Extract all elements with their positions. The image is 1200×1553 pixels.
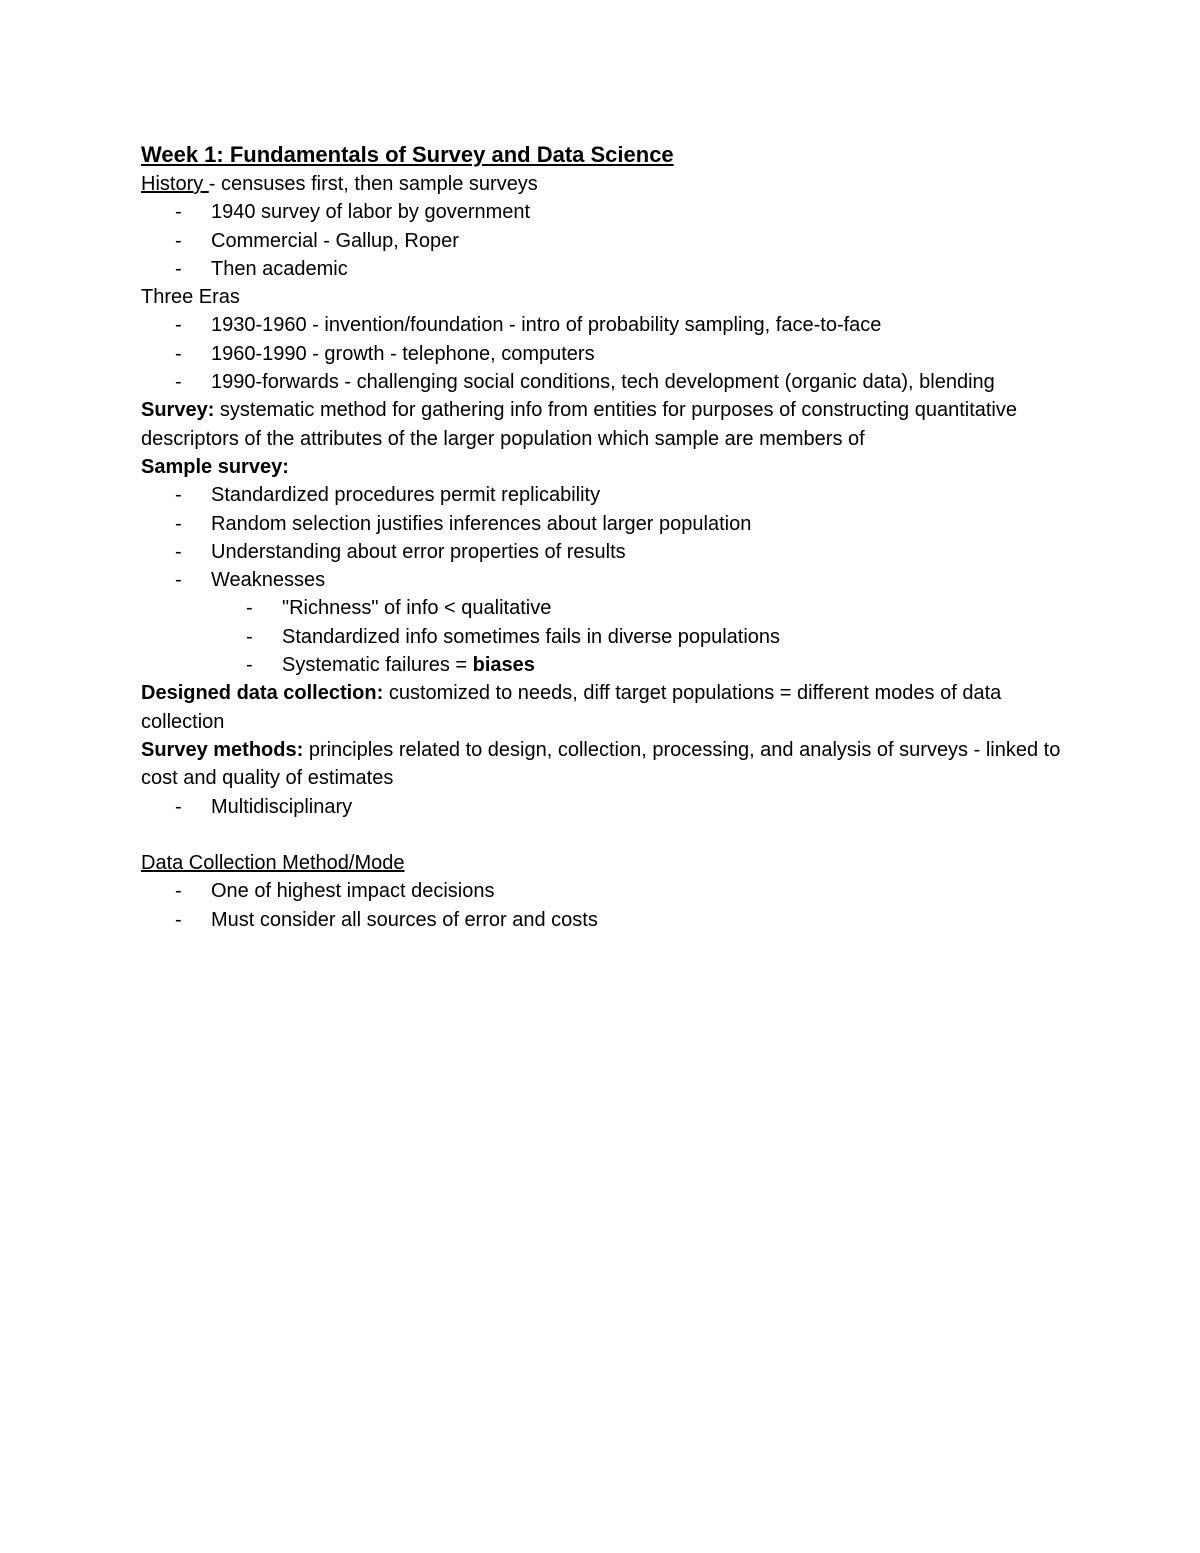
list-item: - "Richness" of info < qualitative	[141, 594, 1081, 622]
document-title: Week 1: Fundamentals of Survey and Data Science	[141, 142, 674, 167]
list-item: - 1990-forwards - challenging social conditions, tech development (organic data), blending	[141, 368, 1081, 396]
list-item: - 1930-1960 - invention/foundation - intro of probability sampling, face-to-face	[141, 311, 1081, 339]
weaknesses-list	[141, 594, 1081, 679]
list-item: - 1960-1990 - growth - telephone, computers	[141, 340, 1081, 368]
designed-text: customized to needs, diff target populations = different modes of data collection	[141, 682, 1002, 733]
survey-term: Survey:	[141, 399, 215, 422]
history-label: History	[141, 173, 209, 195]
methods-term: Survey methods:	[141, 738, 304, 761]
list-item: - Must consider all sources of error and costs	[141, 906, 1081, 934]
weakness-prefix: Systematic failures =	[282, 654, 473, 677]
weakness-bold: biases	[472, 654, 535, 677]
eras-list	[141, 311, 1081, 396]
methods-definition	[141, 736, 1081, 793]
survey-definition	[141, 396, 1081, 453]
list-item: - Understanding about error properties of results	[141, 538, 1081, 566]
list-item: - Random selection justifies inferences about larger population	[141, 510, 1081, 538]
history-text: - censuses first, then sample surveys	[208, 173, 538, 195]
list-item: - One of highest impact decisions	[141, 877, 1081, 905]
designed-definition	[141, 679, 1081, 736]
list-item: - Standardized info sometimes fails in diverse populations	[141, 623, 1081, 651]
sample-survey-term: Sample survey:	[141, 455, 289, 478]
eras-label: Three Eras	[141, 286, 240, 309]
list-item: - Then academic	[141, 255, 1081, 283]
mode-heading: Data Collection Method/Mode	[141, 852, 405, 875]
blank-line	[141, 821, 1081, 849]
sample-survey-list	[141, 481, 1081, 594]
survey-text: systematic method for gathering info from entities for purposes of constructing quantitative descriptors of the attributes of the larger population which sample are members of	[141, 399, 1018, 450]
methods-text: principles related to design, collection, processing, and analysis of surveys - linked to cost and quality of estimates	[141, 738, 1061, 790]
history-list	[141, 198, 1081, 283]
list-item: - Commercial - Gallup, Roper	[141, 227, 1081, 255]
list-item: - Multidisciplinary	[141, 793, 1081, 821]
list-item: - Standardized procedures permit replicability	[141, 481, 1081, 509]
history-line	[141, 170, 1081, 198]
mode-list	[141, 877, 1081, 934]
designed-term: Designed data collection:	[141, 682, 384, 705]
list-item: - 1940 survey of labor by government	[141, 198, 1081, 226]
list-item	[141, 651, 1081, 679]
list-item: - Weaknesses	[141, 566, 1081, 594]
methods-list	[141, 793, 1081, 821]
document-page	[141, 140, 1081, 934]
